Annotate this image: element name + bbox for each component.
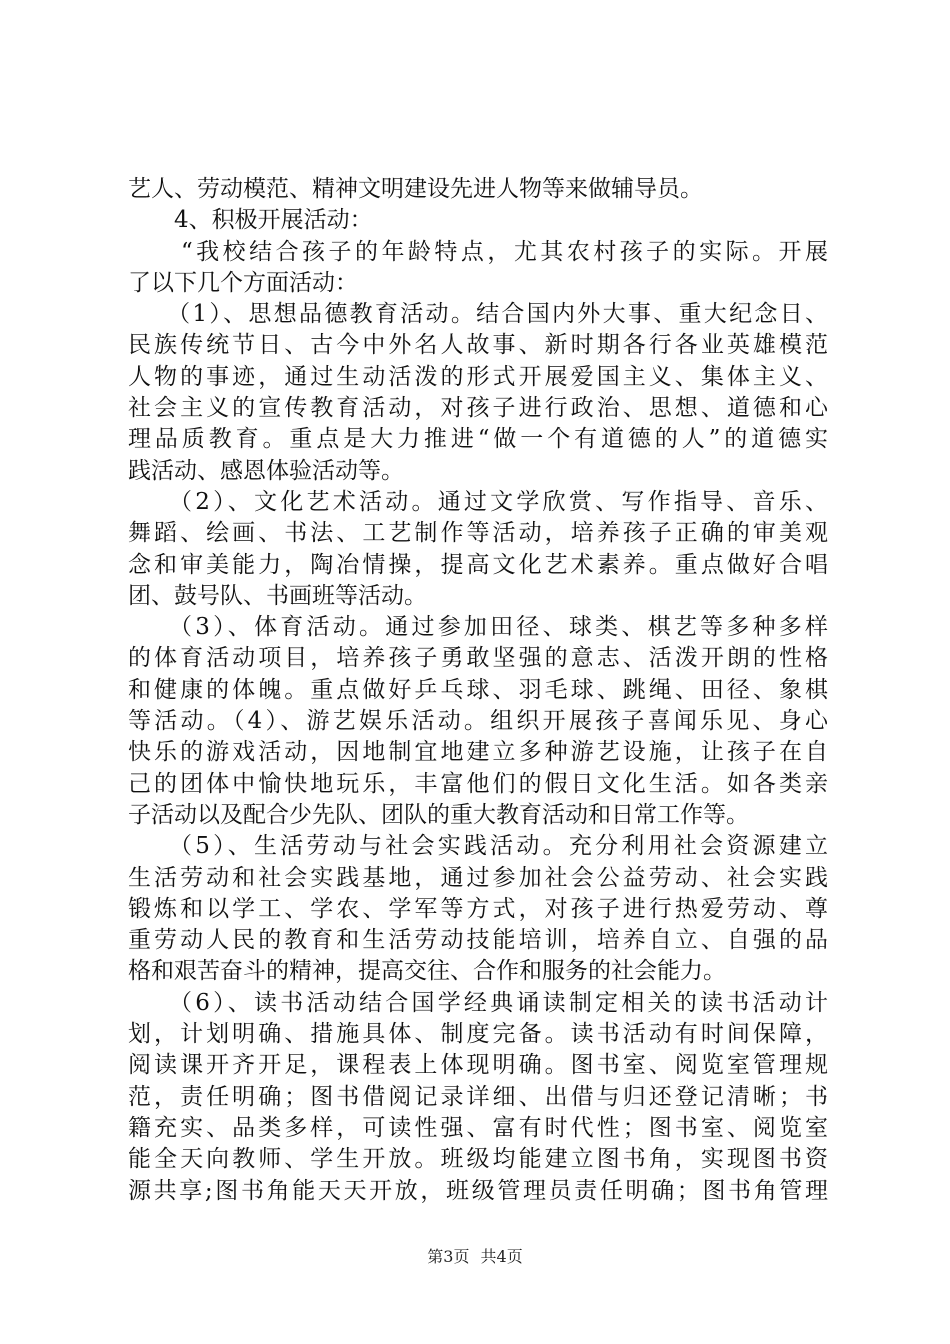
- page-footer: [0, 1244, 950, 1267]
- text-line: 锻炼和以学工、学农、学军等方式，对孩子进行热爱劳动、尊: [128, 895, 828, 922]
- text-line: 艺人、劳动模范、精神文明建设先进人物等来做辅导员。: [128, 176, 703, 202]
- text-line: 和健康的体魄。重点做好乒乓球、羽毛球、跳绳、田径、象棋: [128, 676, 828, 703]
- text-line: 格和艰苦奋斗的精神，提高交往、合作和服务的社会能力。: [128, 958, 726, 985]
- text-line: 人物的事迹，通过生动活泼的形式开展爱国主义、集体主义、: [128, 363, 828, 390]
- text-line: “我校结合孩子的年龄特点，尤其农村孩子的实际。开展: [128, 238, 828, 265]
- text-line: 4、积极开展活动：: [128, 207, 373, 234]
- text-line: 的体育活动项目，培养孩子勇敢坚强的意志、活泼开朗的性格: [128, 645, 828, 672]
- text-line: 生活劳动和社会实践基地，通过参加社会公益劳动、社会实践: [128, 864, 828, 891]
- text-line: 划，计划明确、措施具体、制度完备。读书活动有时间保障，: [128, 1021, 828, 1048]
- text-line: （2）、文化艺术活动。通过文学欣赏、写作指导、音乐、: [128, 488, 828, 515]
- text-line: 践活动、感恩体验活动等。: [128, 457, 404, 484]
- text-line: 源共享;图书角能天天开放，班级管理员责任明确；图书角管理: [128, 1177, 828, 1204]
- text-line: （1）、思想品德教育活动。结合国内外大事、重大纪念日、: [128, 301, 828, 328]
- text-line: 团、鼓号队、书画班等活动。: [128, 582, 427, 609]
- text-line: 了以下几个方面活动：: [128, 269, 358, 296]
- text-line: （5）、生活劳动与社会实践活动。充分利用社会资源建立: [128, 833, 828, 860]
- text-line: （3）、体育活动。通过参加田径、球类、棋艺等多种多样: [128, 614, 828, 641]
- text-line: 快乐的游戏活动，因地制宜地建立多种游艺设施，让孩子在自: [128, 739, 828, 766]
- text-line: 理品质教育。重点是大力推进“做一个有道德的人”的道德实: [128, 426, 828, 453]
- page-total: 共4页: [480, 1247, 523, 1266]
- text-line: 能全天向教师、学生开放。班级均能建立图书角，实现图书资: [128, 1146, 828, 1173]
- text-line: 阅读课开齐开足，课程表上体现明确。图书室、阅览室管理规: [128, 1052, 828, 1079]
- body-text: [128, 174, 828, 1207]
- text-line: 己的团体中愉快地玩乐，丰富他们的假日文化生活。如各类亲: [128, 770, 828, 797]
- page-number: 第3页: [427, 1247, 470, 1266]
- text-line: 舞蹈、绘画、书法、工艺制作等活动，培养孩子正确的审美观: [128, 520, 828, 547]
- text-line: （6）、读书活动结合国学经典诵读制定相关的读书活动计: [128, 989, 828, 1016]
- text-line: 民族传统节日、古今中外名人故事、新时期各行各业英雄模范: [128, 332, 828, 359]
- text-line: 子活动以及配合少先队、团队的重大教育活动和日常工作等。: [128, 801, 749, 828]
- text-line: 社会主义的宣传教育活动，对孩子进行政治、思想、道德和心: [128, 395, 828, 422]
- text-line: 范，责任明确；图书借阅记录详细、出借与归还登记清晰；书: [128, 1083, 828, 1110]
- text-line: 念和审美能力，陶冶情操，提高文化艺术素养。重点做好合唱: [128, 551, 828, 578]
- text-line: 重劳动人民的教育和生活劳动技能培训，培养自立、自强的品: [128, 927, 828, 954]
- text-line: 等活动。（4）、游艺娱乐活动。组织开展孩子喜闻乐见、身心: [128, 708, 828, 735]
- text-line: 籍充实、品类多样，可读性强、富有时代性；图书室、阅览室: [128, 1114, 828, 1141]
